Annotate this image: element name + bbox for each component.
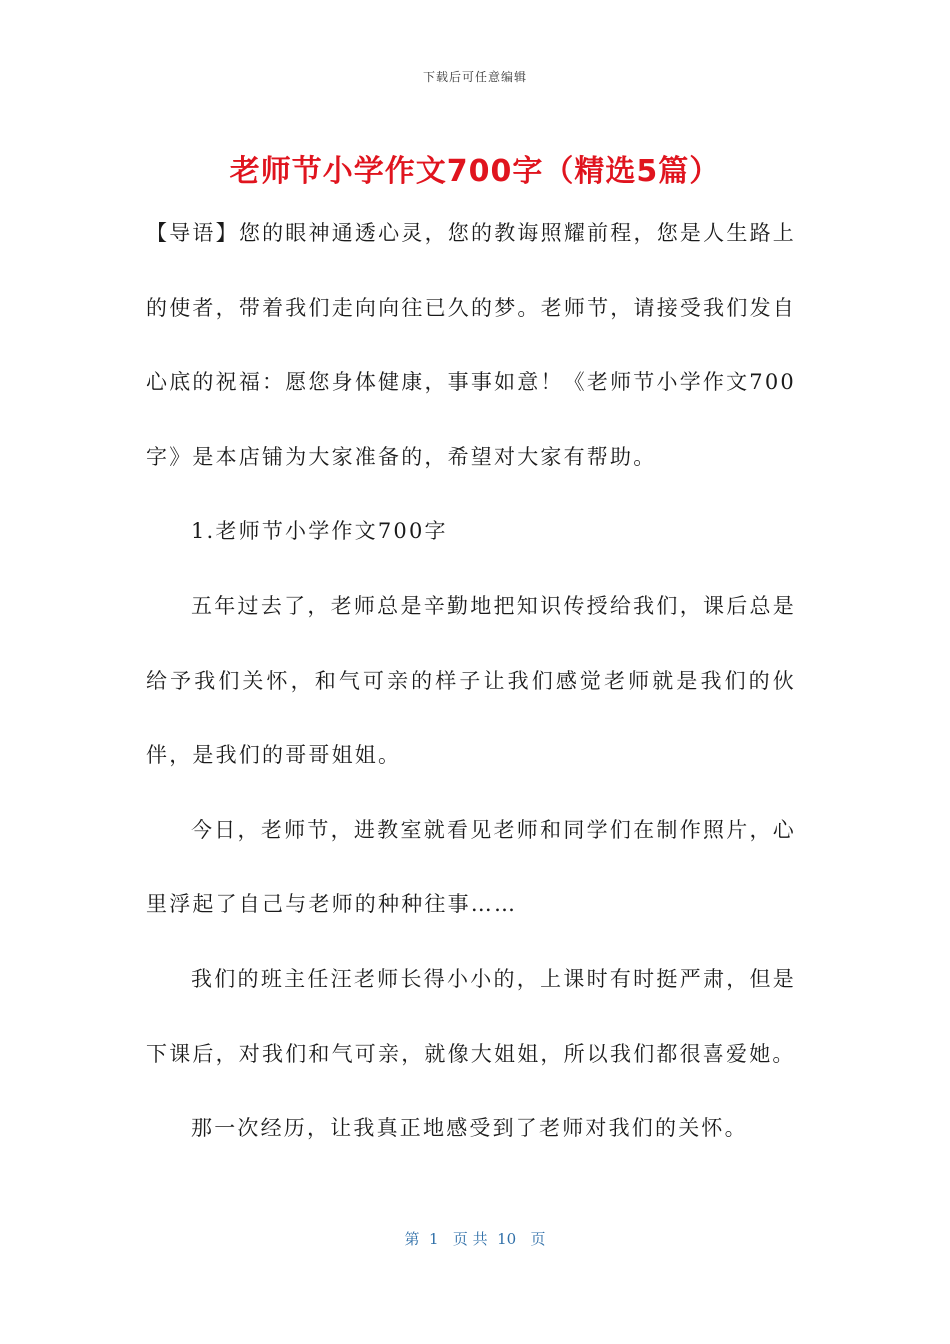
page-number-footer: 第 1 页 共 10 页: [404, 1230, 546, 1248]
section-heading: 1.老师节小学作文700字: [191, 519, 448, 544]
intro-paragraph: 【导语】您的眼神通透心灵，您的教诲照耀前程，您是人生路上的使者，带着我们走向向往已久的梦。老师节，请接受我们发自心底的祝福：愿您身体健康，事事如意！《老师节小学作文700字》是本店铺为大家准备的，希望对大家有帮助。: [146, 221, 796, 469]
document-title: 老师节小学作文700字（精选5篇）: [229, 154, 721, 189]
body-paragraph: 我们的班主任汪老师长得小小的，上课时有时挺严肃，但是下课后，对我们和气可亲，就像大姐姐，所以我们都很喜爱她。: [146, 966, 796, 1066]
body-paragraph: 今日，老师节，进教室就看见老师和同学们在制作照片，心里浮起了自己与老师的种种往事……: [146, 817, 796, 917]
header-note: 下载后可任意编辑: [422, 70, 527, 84]
body-paragraph: 五年过去了，老师总是辛勤地把知识传授给我们，课后总是给予我们关怀，和气可亲的样子让我们感觉老师就是我们的伙伴，是我们的哥哥姐姐。: [146, 593, 796, 768]
body-paragraph: 那一次经历，让我真正地感受到了老师对我们的关怀。: [191, 1116, 748, 1141]
document-body: [146, 196, 796, 1166]
